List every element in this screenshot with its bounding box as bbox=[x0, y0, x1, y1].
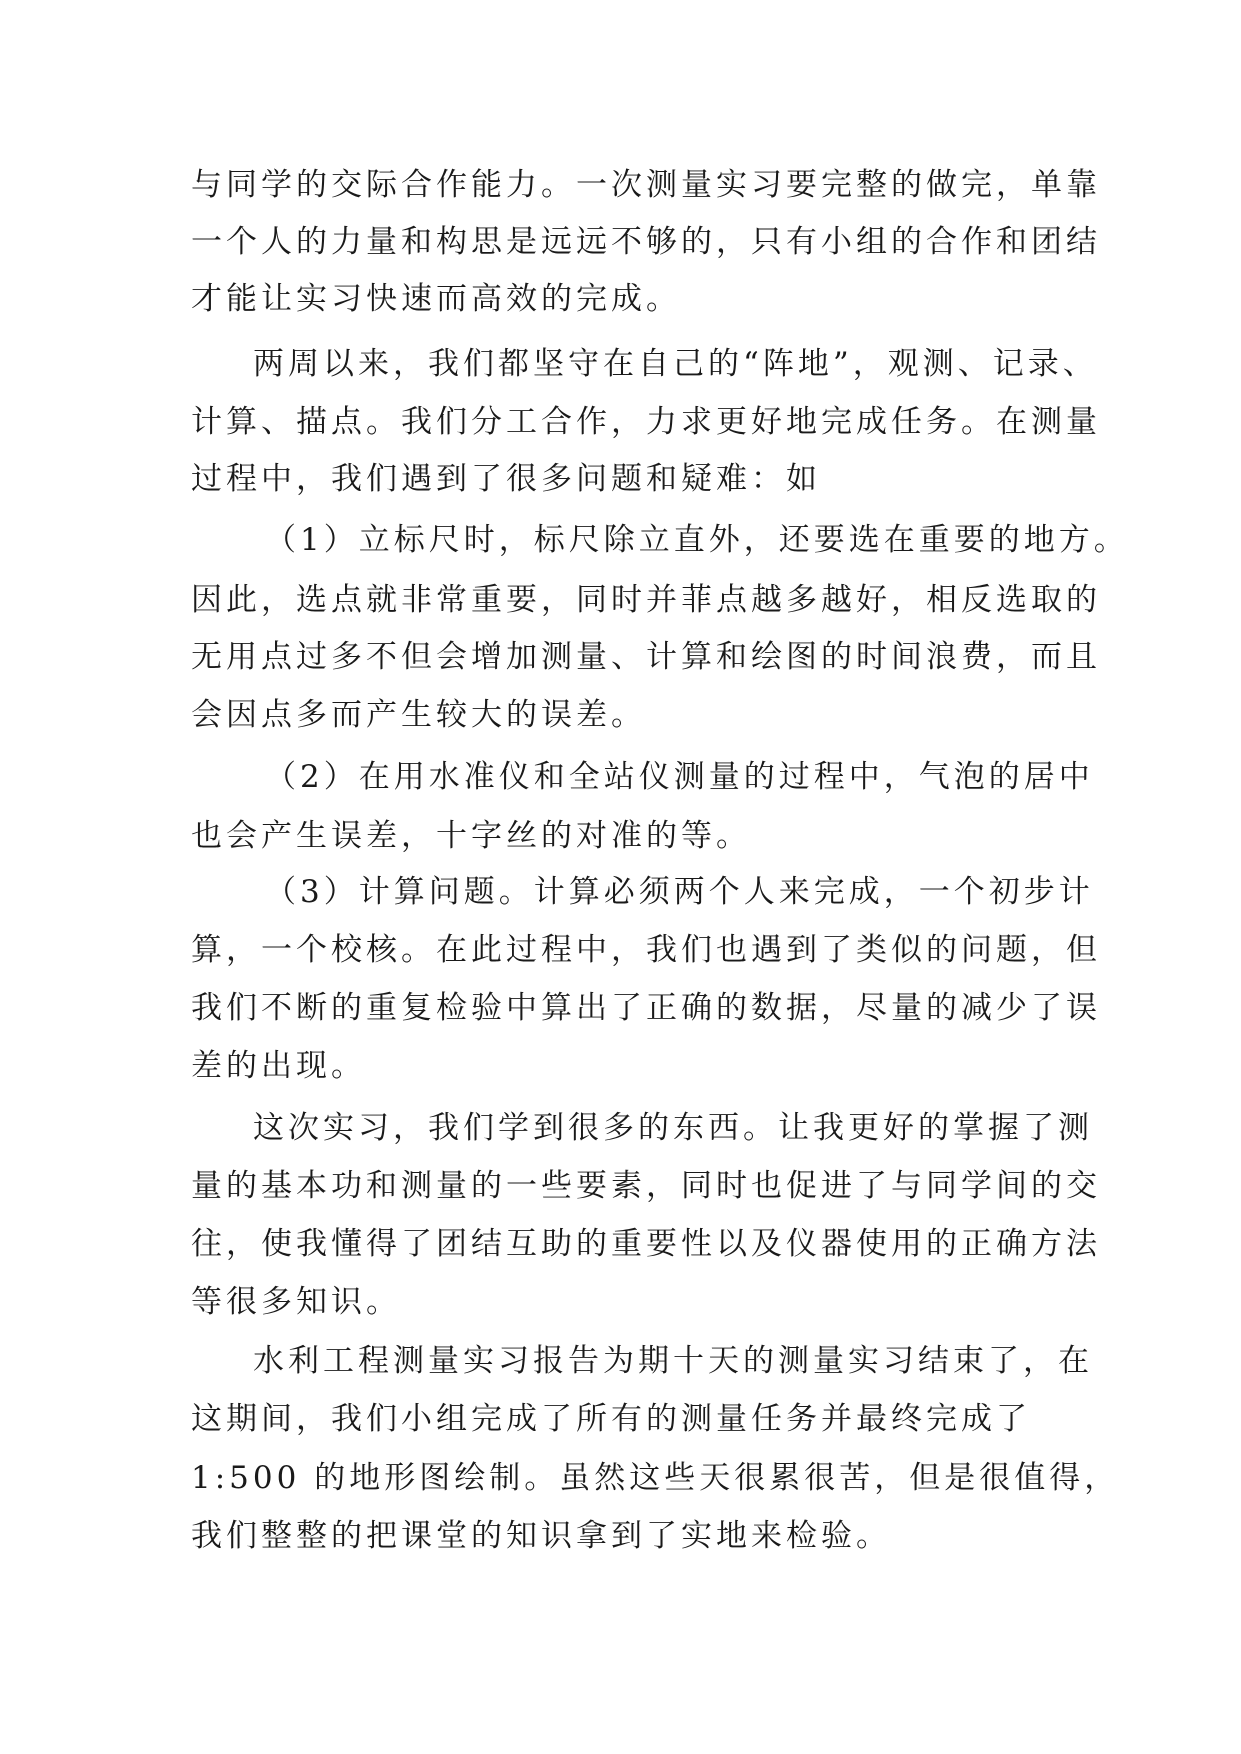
text-line: 这期间，我们小组完成了所有的测量任务并最终完成了 bbox=[191, 1401, 1031, 1437]
paragraph-start-line: 这次实习，我们学到很多的东西。让我更好的掌握了测 bbox=[253, 1110, 1093, 1146]
text-line: 1:500 的地形图绘制。虽然这些天很累很苦，但是很值得， bbox=[191, 1460, 1120, 1496]
text-line: 过程中，我们遇到了很多问题和疑难：如 bbox=[191, 461, 821, 497]
text-line: 计算、描点。我们分工合作，力求更好地完成任务。在测量 bbox=[191, 404, 1101, 440]
text-line: 因此，选点就非常重要，同时并菲点越多越好，相反选取的 bbox=[191, 582, 1101, 618]
text-line: 量的基本功和测量的一些要素，同时也促进了与同学间的交 bbox=[191, 1168, 1101, 1204]
text-line: 也会产生误差，十字丝的对准的等。 bbox=[191, 818, 751, 854]
text-line: 才能让实习快速而高效的完成。 bbox=[191, 281, 681, 317]
text-line: 我们整整的把课堂的知识拿到了实地来检验。 bbox=[191, 1518, 891, 1554]
list-item-line: （2）在用水准仪和全站仪测量的过程中，气泡的居中 bbox=[265, 759, 1094, 795]
text-line: 会因点多而产生较大的误差。 bbox=[191, 697, 646, 733]
text-line: 一个人的力量和构思是远远不够的，只有小组的合作和团结 bbox=[191, 224, 1101, 260]
text-line: 我们不断的重复检验中算出了正确的数据，尽量的减少了误 bbox=[191, 990, 1101, 1026]
paragraph-start-line: 水利工程测量实习报告为期十天的测量实习结束了，在 bbox=[253, 1343, 1093, 1379]
text-line: 差的出现。 bbox=[191, 1048, 366, 1084]
text-line: 算，一个校核。在此过程中，我们也遇到了类似的问题，但 bbox=[191, 932, 1101, 968]
text-line: 无用点过多不但会增加测量、计算和绘图的时间浪费，而且 bbox=[191, 639, 1101, 675]
list-item-line: （3）计算问题。计算必须两个人来完成，一个初步计 bbox=[265, 874, 1094, 910]
text-line: 等很多知识。 bbox=[191, 1284, 401, 1320]
paragraph-start-line: 两周以来，我们都坚守在自己的“阵地”，观测、记录、 bbox=[253, 346, 1098, 382]
text-line: 与同学的交际合作能力。一次测量实习要完整的做完，单靠 bbox=[191, 167, 1101, 203]
list-item-line: （1）立标尺时，标尺除立直外，还要选在重要的地方。 bbox=[265, 522, 1129, 558]
text-line: 往，使我懂得了团结互助的重要性以及仪器使用的正确方法 bbox=[191, 1226, 1101, 1262]
